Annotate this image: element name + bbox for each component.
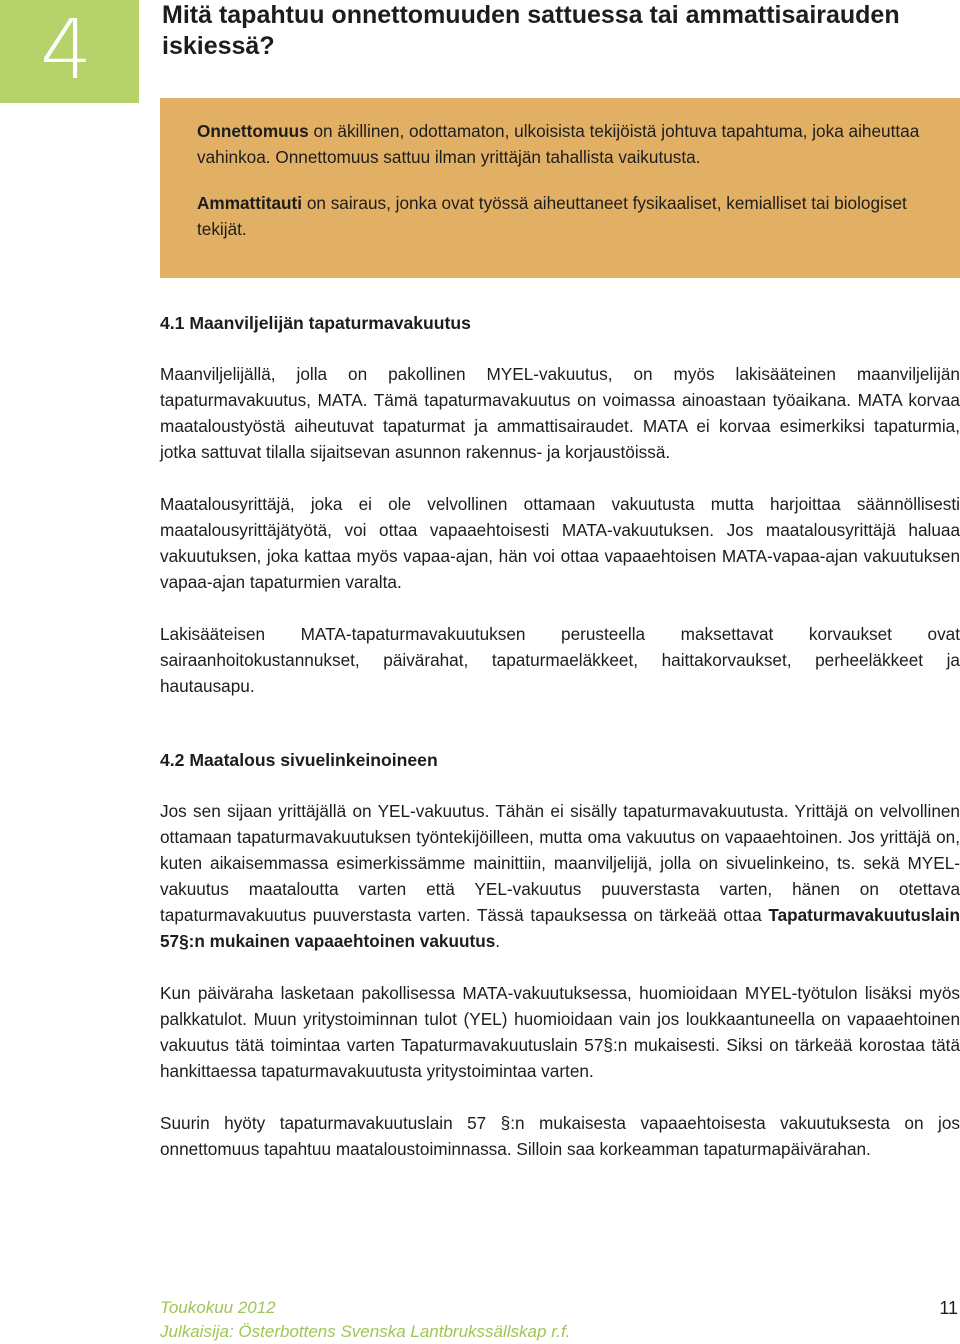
paragraph: Maatalousyrittäjä, joka ei ole velvollinen ottamaan vakuutusta mutta harjoittaa säännöllisesti maatalousyrittäjätyötä, voi ottaa vapaaehtoisesti MATA-vakuutuksen. Jos maatalousyrittäjä haluaa vakuutuksen, joka kattaa myös vapaa-ajan, hän voi ottaa vapaaehtoisen MATA-vapaa-ajan vakuutuksen vapaa-ajan tapaturmien varalta. — [160, 494, 960, 592]
chapter-number-box — [0, 0, 139, 103]
accident-term: Onnettomuus — [197, 121, 309, 141]
paragraph: Kun päiväraha lasketaan pakollisessa MATA-vakuutuksessa, huomioidaan MYEL-työtulon lisäksi myös palkkatulot. Muun yritystoiminnan tulot (YEL) huomioidaan vain jos loukkaantuneella on vapaaehtoinen vakuutus tätä toimintaa varten Tapaturmavakuutuslain 57§:n mukaisesti. Siksi on tärkeää korostaa tätä hankittaessa tapaturmavakuutusta yritystoimintaa varten. — [160, 983, 960, 1081]
paragraph: Lakisääteisen MATA-tapaturmavakuutuksen perusteella maksettavat korvaukset ovat sairaanhoitokustannukset, päivärahat, tapaturmaeläkkeet, haittakorvaukset, perheeläkkeet ja hautausapu. — [160, 624, 960, 696]
footer-info — [160, 1296, 570, 1344]
accident-definition — [197, 118, 930, 170]
chapter-title: Mitä tapahtuu onnettomuuden sattuessa tai ammattisairauden iskiessä? — [162, 1, 900, 60]
section-heading-4-2: 4.2 Maatalous sivuelinkeinoineen — [160, 750, 438, 770]
definition-box — [160, 98, 960, 278]
paragraph — [160, 798, 960, 954]
footer-date: Toukokuu 2012 — [160, 1298, 276, 1317]
paragraph: Maanviljelijällä, jolla on pakollinen MYEL-vakuutus, on myös lakisääteinen maanviljelijän tapaturmavakuutus, MATA. Tämä tapaturmavakuutus on voimassa ainoastaan työaikana. MATA korvaa maataloustyöstä aiheutuvat tapaturmat ja ammattisairaudet. MATA ei korvaa esimerkiksi tapaturmia, jotka sattuvat tilalla sijaitsevan asunnon rakennus- ja korjaustöissä. — [160, 364, 960, 462]
footer-publisher: Julkaisija: Österbottens Svenska Lantbrukssällskap r.f. — [160, 1322, 571, 1341]
section-heading-4-1: 4.1 Maanviljelijän tapaturmavakuutus — [160, 313, 471, 333]
emphasis-text: Tapaturmavakuutuslain 57§:n mukainen vapaaehtoinen vakuutus — [160, 905, 960, 951]
accident-text: on äkillinen, odottamaton, ulkoisista tekijöistä johtuva tapahtuma, joka aiheuttaa vahinkoa. Onnettomuus sattuu ilman yrittäjän tahallista vaikutusta. — [197, 121, 920, 167]
page-number: 11 — [939, 1298, 958, 1318]
disease-term: Ammattitauti — [197, 193, 303, 213]
paragraph: Suurin hyöty tapaturmavakuutuslain 57 §:n mukaisesta vapaaehtoisesta vakuutuksesta on jos onnettomuus tapahtuu maataloustoiminnassa. Silloin saa korkeamman tapaturmapäivärahan. — [160, 1113, 960, 1159]
main-content — [160, 310, 960, 1162]
disease-text: on sairaus, jonka ovat työssä aiheuttaneet fysikaaliset, kemialliset tai biologiset tekijät. — [197, 193, 907, 239]
paragraph-end: . — [495, 931, 501, 951]
paragraph-text: Jos sen sijaan yrittäjällä on YEL-vakuutus. Tähän ei sisälly tapaturmavakuutusta. Yrittäjä on velvollinen ottamaan tapaturmavakuutuksen työntekijöilleen, mutta oma vakuutus on vapaaehtoinen. Jos yrittäjä on, kuten aikaisemmassa esimerkissämme mainittiin, maanviljelijä, jolla on sivuelinkeino, ts. sekä MYEL-vakuutus maataloutta varten että YEL-vakuutus puuverstasta varten, hänen on otettava tapaturmavakuutus puuverstasta varten. Tässä tapauksessa on tärkeää ottaa — [160, 801, 960, 925]
disease-definition — [197, 190, 930, 242]
chapter-number: 4 — [40, 3, 93, 98]
